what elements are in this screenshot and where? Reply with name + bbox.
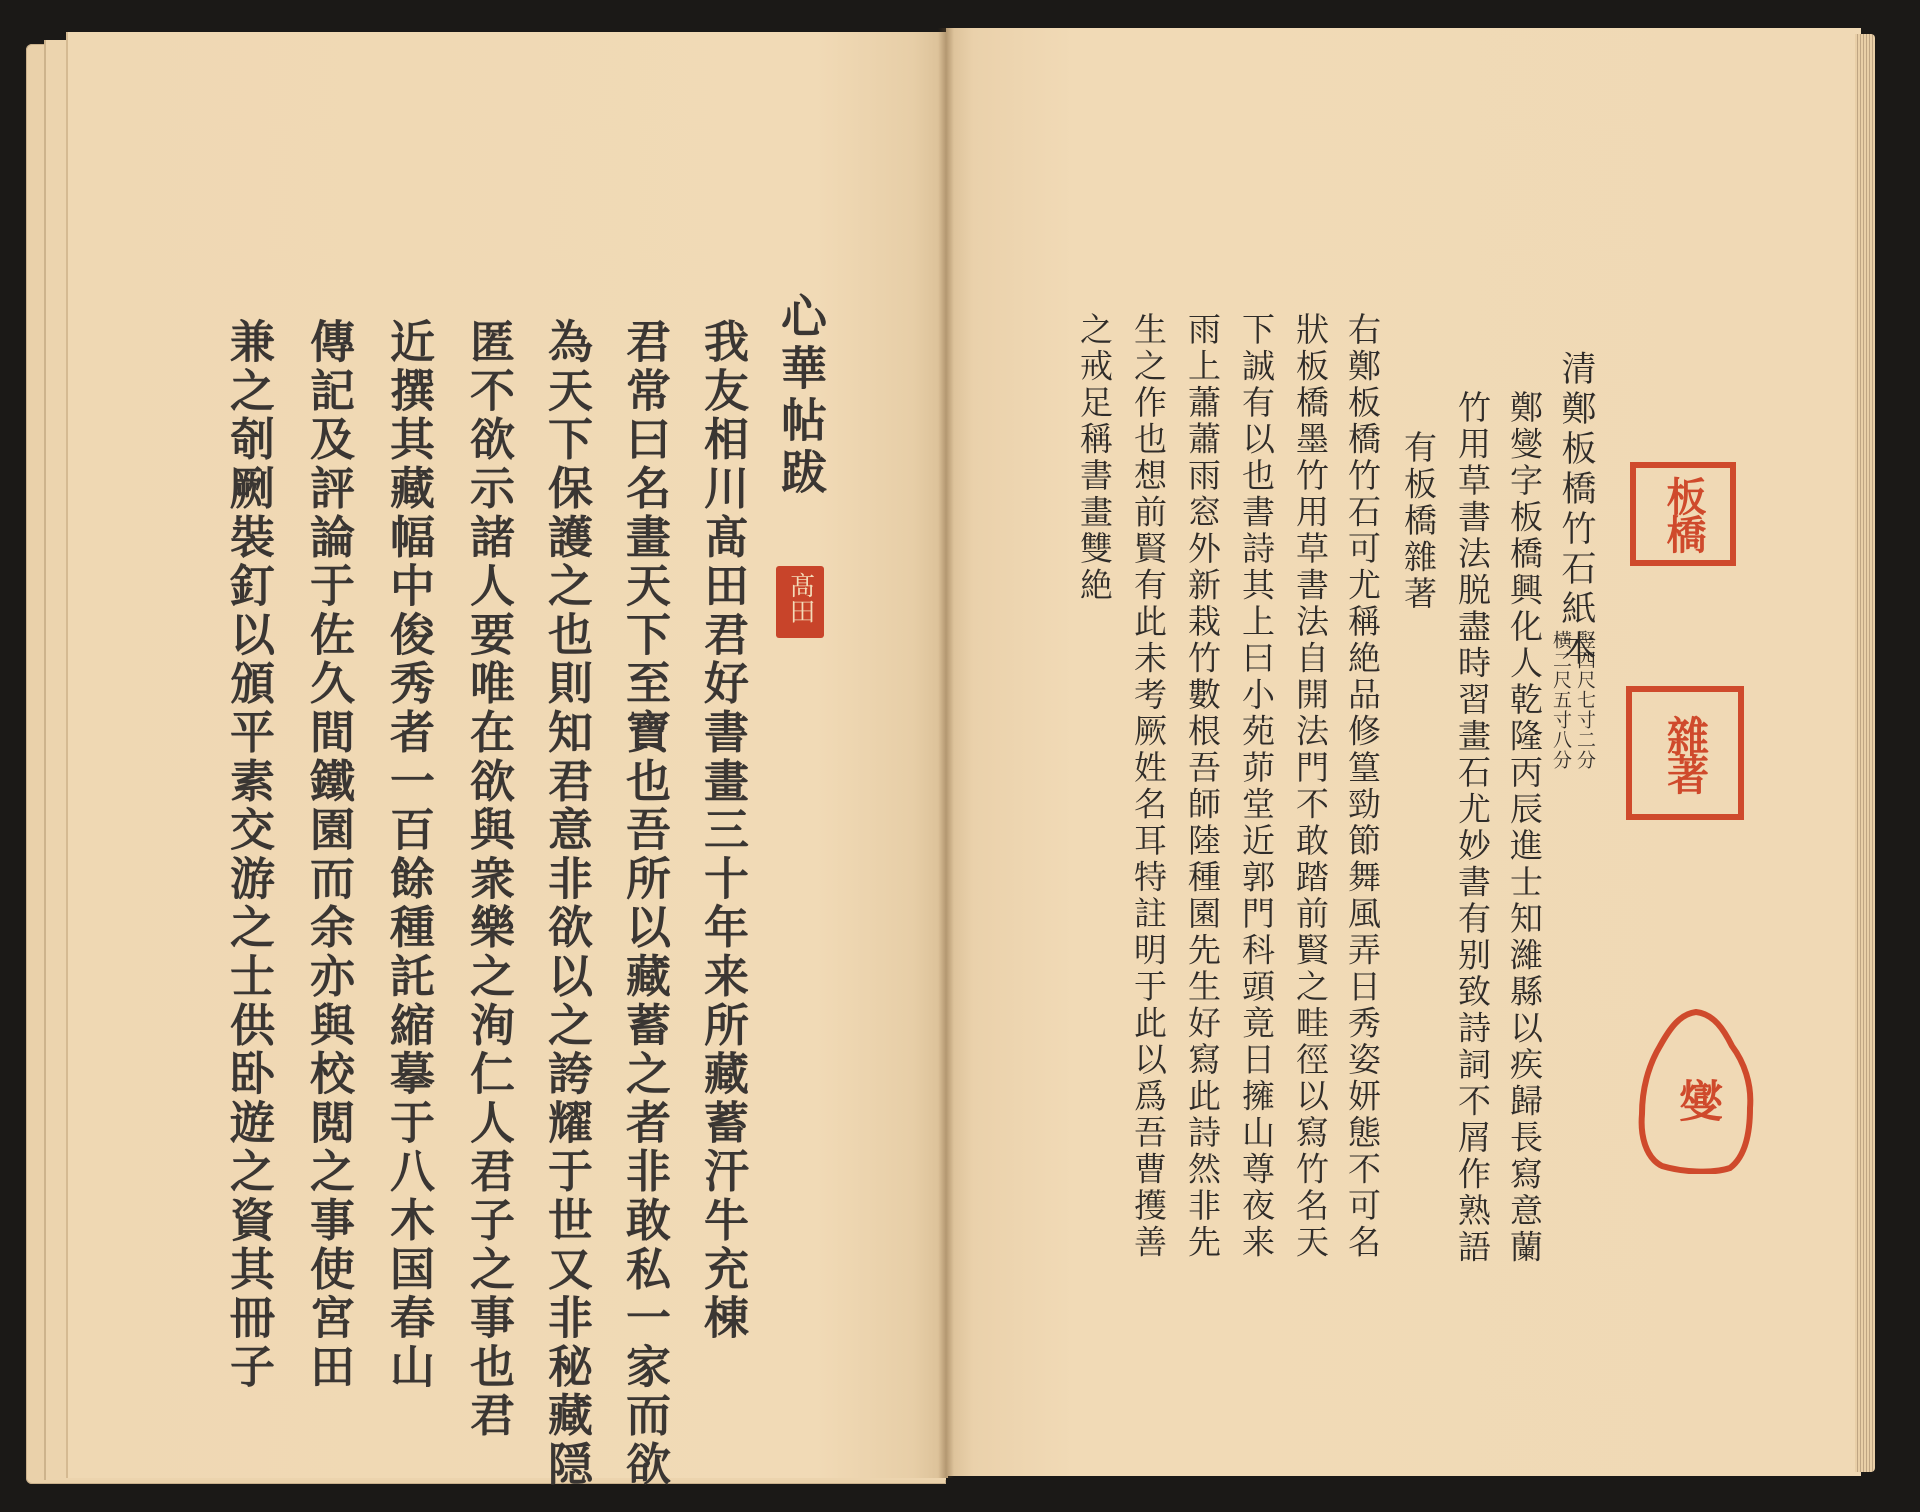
colophon-column-4: 匿不欲示諸人要唯在欲與衆樂之洵仁人君子之事也君	[462, 318, 515, 1441]
small-seal-text: 髙田	[785, 572, 815, 624]
commentary-column-6: 之戒足稱書畫雙絶	[1075, 312, 1114, 604]
commentary-column-3: 下誠有以也書詩其上曰小苑茆堂近郭門科頭竟日擁山尊夜来	[1237, 312, 1276, 1261]
commentary-column-1: 右鄭板橋竹石可尤稱絶品修篁勁節舞風弄日秀姿妍態不可名	[1343, 312, 1382, 1261]
colophon-title: 心華帖跋	[774, 292, 828, 500]
colophon-column-7: 兼之剞劂裝釘以頒平素交游之士供卧遊之資其冊子	[222, 318, 275, 1392]
right-page-stack	[1855, 34, 1875, 1472]
commentary-column-5: 生之作也想前賢有此未考厥姓名耳特註明于此以爲吾曹擭善	[1129, 312, 1168, 1261]
dimension-vertical: 竪四尺七寸二分	[1574, 630, 1596, 770]
colophon-column-6: 傳記及評論于佐久間鐵園而余亦與校閲之事使宮田	[302, 318, 355, 1392]
book-gutter	[938, 28, 954, 1478]
bio-column-1: 鄭燮字板橋興化人乾隆丙辰進士知濰縣以疾歸長寫意蘭	[1505, 390, 1544, 1266]
colophon-column-5: 近撰其藏幅中俊秀者一百餘種託縮摹于八木国春山	[382, 318, 435, 1392]
colophon-column-1: 我友相川髙田君好書畫三十年来所藏蓄汗牛充棟	[696, 318, 749, 1343]
bio-column-3: 有板橋雜著	[1399, 430, 1438, 613]
seal-irregular	[1636, 1006, 1756, 1174]
colophon-column-3: 為天下保護之也則知君意非欲以之誇耀于世又非秘藏隠	[540, 318, 593, 1490]
seal-irregular-text: 燮	[1671, 1078, 1722, 1122]
seal-zazhu	[1626, 686, 1744, 820]
dimension-horizontal: 横二尺五寸八分	[1550, 630, 1572, 770]
seal-banqiao-text: 板橋	[1660, 476, 1707, 552]
commentary-column-2: 狀板橋墨竹用草書法自開法門不敢踏前賢之畦徑以寫竹名天	[1291, 312, 1330, 1261]
commentary-column-4: 雨上蕭蕭雨窓外新栽竹數根吾師陸種園先生好寫此詩然非先	[1183, 312, 1222, 1261]
small-red-seal	[776, 566, 824, 638]
entry-heading: 清鄭板橋竹石紙本	[1556, 350, 1596, 670]
bio-column-2: 竹用草書法脱盡時習畫石尤妙書有别致詩詞不屑作熟語	[1453, 390, 1492, 1266]
seal-zazhu-text: 雜著	[1661, 715, 1710, 791]
colophon-column-2: 君常曰名畫天下至寶也吾所以藏蓄之者非敢私一家而欲	[618, 318, 671, 1490]
seal-banqiao	[1630, 462, 1736, 566]
